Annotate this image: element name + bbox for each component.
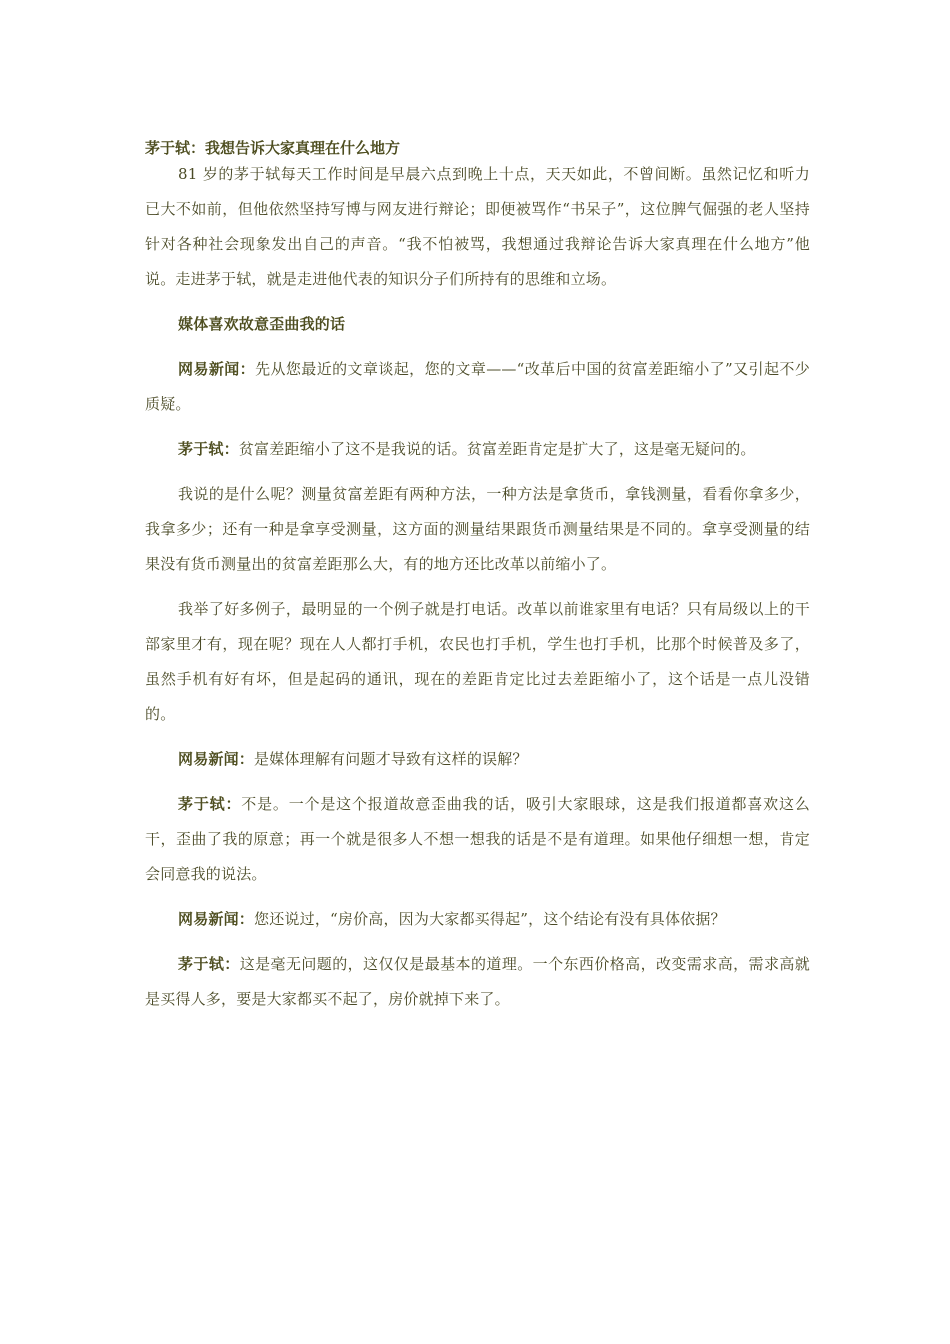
paragraph-text: 您还说过，“房价高，因为大家都买得起”，这个结论有没有具体依据？ [254, 910, 726, 928]
paragraph-text: 81 岁的茅于轼每天工作时间是早晨六点到晚上十点，天天如此，不曾间断。虽然记忆和听力已大不如前，但他依然坚持写博与网友进行辩论；即便被骂作“书呆子”，这位脾气倔强的老人坚持针对各种社会现象发出自己的声音。“我不怕被骂，我想通过我辩论告诉大家真理在什么地方”他说。走进茅于轼，就是走进他代表的知识分子们所持有的思维和立场。 [145, 165, 810, 288]
paragraph-text: 贫富差距缩小了这不是我说的话。贫富差距肯定是扩大了，这是毫无疑问的。 [238, 440, 756, 458]
paragraph [145, 477, 810, 582]
paragraph-text: 先从您最近的文章谈起，您的文章——“改革后中国的贫富差距缩小了”又引起不少质疑。 [145, 360, 810, 413]
article-title: 茅于轼：我想告诉大家真理在什么地方 [145, 139, 401, 157]
section-heading-text: 媒体喜欢故意歪曲我的话 [178, 315, 346, 333]
qa-paragraph [145, 352, 810, 422]
paragraph-text: 我举了好多例子，最明显的一个例子就是打电话。改革以前谁家里有电话？只有局级以上的干部家里才有，现在呢？现在人人都打手机，农民也打手机，学生也打手机，比那个时候普及多了，虽然手机有好有坏，但是起码的通讯，现在的差距肯定比过去差距缩小了，这个话是一点儿没错的。 [145, 600, 810, 723]
qa-paragraph [145, 947, 810, 1017]
section-heading [145, 307, 810, 342]
speaker-label: 网易新闻： [178, 910, 255, 928]
paragraph-intro [145, 157, 810, 297]
qa-paragraph [145, 902, 810, 937]
paragraph-text: 不是。一个是这个报道故意歪曲我的话，吸引大家眼球，这是我们报道都喜欢这么干，歪曲了我的原意；再一个就是很多人不想一想我的话是不是有道理。如果他仔细想一想，肯定会同意我的说法。 [145, 795, 810, 883]
speaker-label: 茅于轼： [178, 955, 240, 973]
paragraph-text: 是媒体理解有问题才导致有这样的误解？ [254, 750, 528, 768]
speaker-label: 网易新闻： [178, 750, 255, 768]
speaker-label: 茅于轼： [178, 440, 239, 458]
speaker-label: 茅于轼： [178, 795, 242, 813]
qa-paragraph [145, 742, 810, 777]
qa-paragraph [145, 432, 810, 467]
paragraph [145, 592, 810, 732]
speaker-label: 网易新闻： [178, 360, 256, 378]
qa-paragraph [145, 787, 810, 892]
paragraph-text: 这是毫无问题的，这仅仅是最基本的道理。一个东西价格高，改变需求高，需求高就是买得人多，要是大家都买不起了，房价就掉下来了。 [145, 955, 810, 1008]
paragraph-text: 我说的是什么呢？测量贫富差距有两种方法，一种方法是拿货币，拿钱测量，看看你拿多少，我拿多少；还有一种是拿享受测量，这方面的测量结果跟货币测量结果是不同的。拿享受测量的结果没有货币测量出的贫富差距那么大，有的地方还比改革以前缩小了。 [145, 485, 810, 573]
article-body [145, 157, 810, 1027]
